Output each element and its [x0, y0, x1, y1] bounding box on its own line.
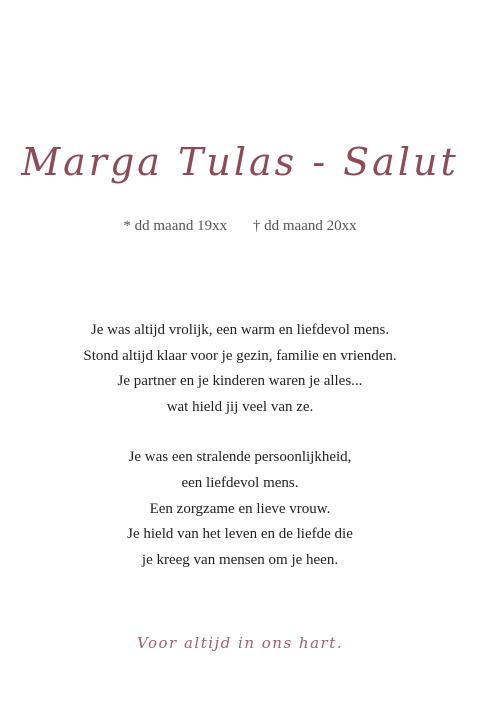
poem-line: wat hield jij veel van ze.: [166, 398, 314, 415]
poem-line: een liefdevol mens.: [181, 474, 299, 491]
poem-line: Stond altijd klaar voor je gezin, familie en vrienden.: [83, 347, 397, 364]
poem-line: Je partner en je kinderen waren je alles...: [117, 373, 363, 390]
life-dates: [0, 218, 480, 235]
deceased-name: Marga Tulas - Salut: [21, 140, 459, 184]
poem-line: Je hield van het leven en de liefde die: [127, 526, 353, 543]
poem-line: Je was een stralende persoonlijkheid,: [128, 449, 352, 466]
poem-line: je kreeg van mensen om je heen.: [141, 551, 339, 568]
closing-phrase: Voor altijd in ons hart.: [137, 634, 343, 652]
death-date: † dd maand 20xx: [252, 218, 357, 234]
poem-stanza-2: [0, 445, 480, 573]
poem-line: Je was altijd vrolijk, een warm en liefdevol mens.: [90, 322, 390, 338]
birth-date: * dd maand 19xx: [123, 218, 228, 234]
poem-stanza-1: [0, 318, 480, 420]
poem-line: Een zorgzame en lieve vrouw.: [149, 500, 331, 517]
memorial-poem: [0, 318, 480, 573]
